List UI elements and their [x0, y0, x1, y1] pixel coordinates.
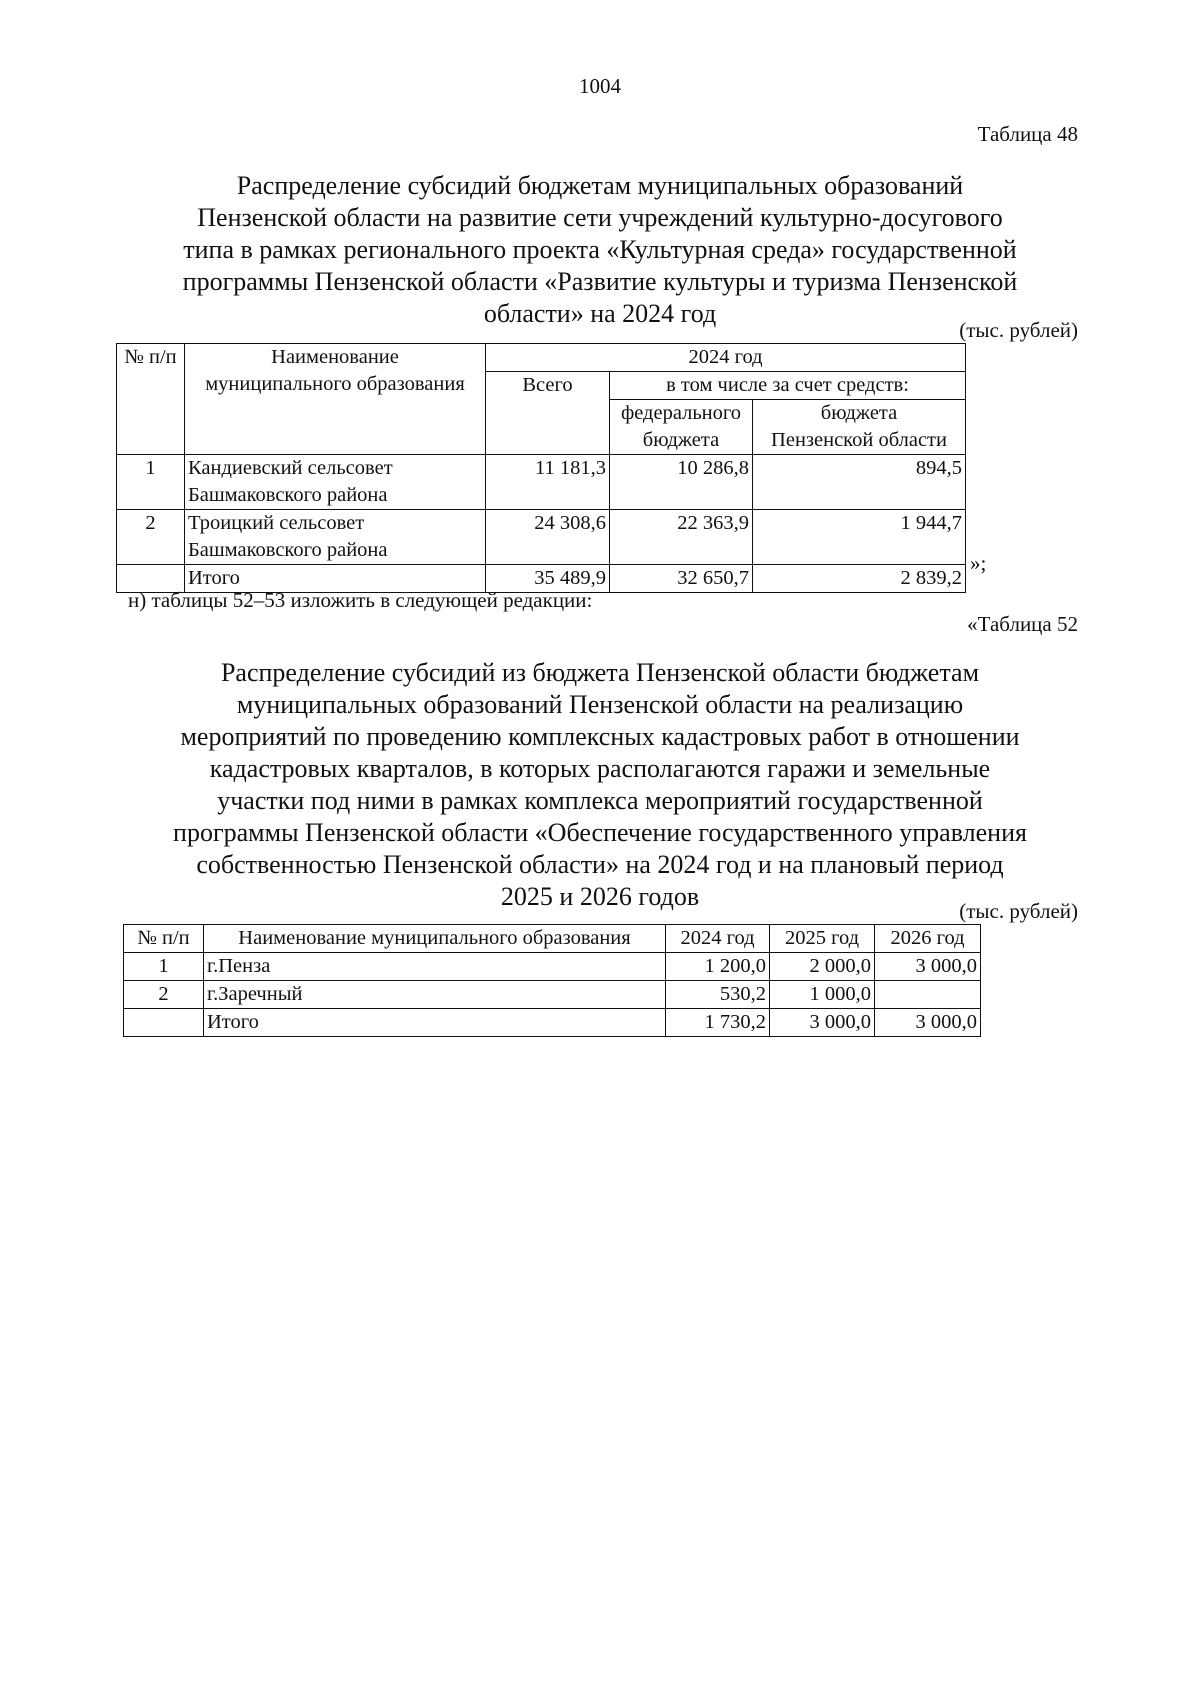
row-num: 2: [117, 510, 185, 565]
header-num: № п/п: [117, 344, 185, 455]
title-line: программы Пензенской области «Обеспечение государственного управления: [173, 818, 1027, 847]
totals-federal: 32 650,7: [610, 565, 753, 593]
title-line: Распределение субсидий бюджетам муниципальных образований: [236, 171, 964, 200]
row-name: [185, 510, 486, 565]
row-name: г.Пенза: [204, 953, 666, 981]
row-name: г.Заречный: [204, 981, 666, 1009]
header-federal: [610, 400, 753, 455]
table-52-title: [120, 657, 1080, 913]
totals-num: [124, 1009, 204, 1037]
title-line: программы Пензенской области «Развитие культуры и туризма Пензенской: [182, 267, 1018, 296]
row-2024: 1 200,0: [666, 953, 770, 981]
title-line: мероприятий по проведению комплексных кадастровых работ в отношении: [180, 722, 1020, 751]
header-2024: 2024 год: [666, 925, 770, 953]
totals-regional: 2 839,2: [753, 565, 966, 593]
amendment-note: н) таблицы 52–53 изложить в следующей редакции:: [128, 588, 593, 612]
header-2025: 2025 год: [770, 925, 875, 953]
title-line: собственностью Пензенской области» на 2024 год и на плановый период: [196, 850, 1004, 879]
header-num: № п/п: [124, 925, 204, 953]
title-line: Пензенской области на развитие сети учреждений культурно-досугового: [197, 203, 1003, 232]
row-num: 1: [124, 953, 204, 981]
table-row: [117, 510, 966, 565]
title-line: области» на 2024 год: [483, 299, 717, 328]
row-name-line: Башмаковского района: [188, 484, 388, 506]
row-total: 11 181,3: [486, 455, 610, 510]
totals-label: Итого: [185, 565, 486, 593]
totals-total: 35 489,9: [486, 565, 610, 593]
totals-2026: 3 000,0: [875, 1009, 981, 1037]
header-federal-line: федерального: [620, 402, 742, 424]
table-48-closing-quote: »;: [970, 551, 987, 575]
row-regional: 894,5: [753, 455, 966, 510]
row-2025: 2 000,0: [770, 953, 875, 981]
row-2026: [875, 981, 981, 1009]
table-48-caption: Таблица 48: [977, 122, 1078, 146]
header-including: в том числе за счет средств:: [610, 372, 966, 400]
row-2026: 3 000,0: [875, 953, 981, 981]
table-48: [116, 343, 966, 593]
totals-row: [124, 1009, 981, 1037]
totals-2025: 3 000,0: [770, 1009, 875, 1037]
header-regional: [753, 400, 966, 455]
table-52-unit: (тыс. рублей): [959, 899, 1078, 923]
title-line: 2025 и 2026 годов: [500, 882, 700, 911]
table-48-title: [120, 170, 1080, 330]
table-52-caption: «Таблица 52: [967, 612, 1078, 636]
row-total: 24 308,6: [486, 510, 610, 565]
title-line: Распределение субсидий из бюджета Пензенской области бюджетам: [220, 658, 980, 687]
title-line: участки под ними в рамках комплекса мероприятий государственной: [217, 786, 983, 815]
table-row: [117, 455, 966, 510]
header-name: [185, 344, 486, 455]
header-2026: 2026 год: [875, 925, 981, 953]
row-name-line: Башмаковского района: [188, 539, 388, 561]
header-regional-line: Пензенской области: [771, 429, 947, 451]
table-row: [124, 981, 981, 1009]
row-name: [185, 455, 486, 510]
row-federal: 22 363,9: [610, 510, 753, 565]
totals-label: Итого: [204, 1009, 666, 1037]
title-line: кадастровых кварталов, в которых располагаются гаражи и земельные: [209, 754, 991, 783]
header-year: 2024 год: [486, 344, 966, 372]
header-name-line: Наименование: [271, 346, 399, 368]
header-total: Всего: [486, 372, 610, 455]
row-num: 2: [124, 981, 204, 1009]
title-line: муниципальных образований Пензенской области на реализацию: [236, 690, 964, 719]
row-name-line: Кандиевский сельсовет: [188, 457, 393, 479]
row-2025: 1 000,0: [770, 981, 875, 1009]
header-name-line: муниципального образования: [205, 373, 465, 395]
title-line: типа в рамках регионального проекта «Культурная среда» государственной: [183, 235, 1017, 264]
table-48-unit: (тыс. рублей): [959, 318, 1078, 342]
header-federal-line: бюджета: [642, 429, 720, 451]
row-name-line: Троицкий сельсовет: [188, 512, 365, 534]
header-regional-line: бюджета: [820, 402, 898, 424]
page-number: 1004: [579, 74, 621, 98]
table-row: [124, 953, 981, 981]
row-num: 1: [117, 455, 185, 510]
row-federal: 10 286,8: [610, 455, 753, 510]
row-regional: 1 944,7: [753, 510, 966, 565]
row-2024: 530,2: [666, 981, 770, 1009]
totals-2024: 1 730,2: [666, 1009, 770, 1037]
table-52: [123, 924, 981, 1037]
header-name: Наименование муниципального образования: [204, 925, 666, 953]
